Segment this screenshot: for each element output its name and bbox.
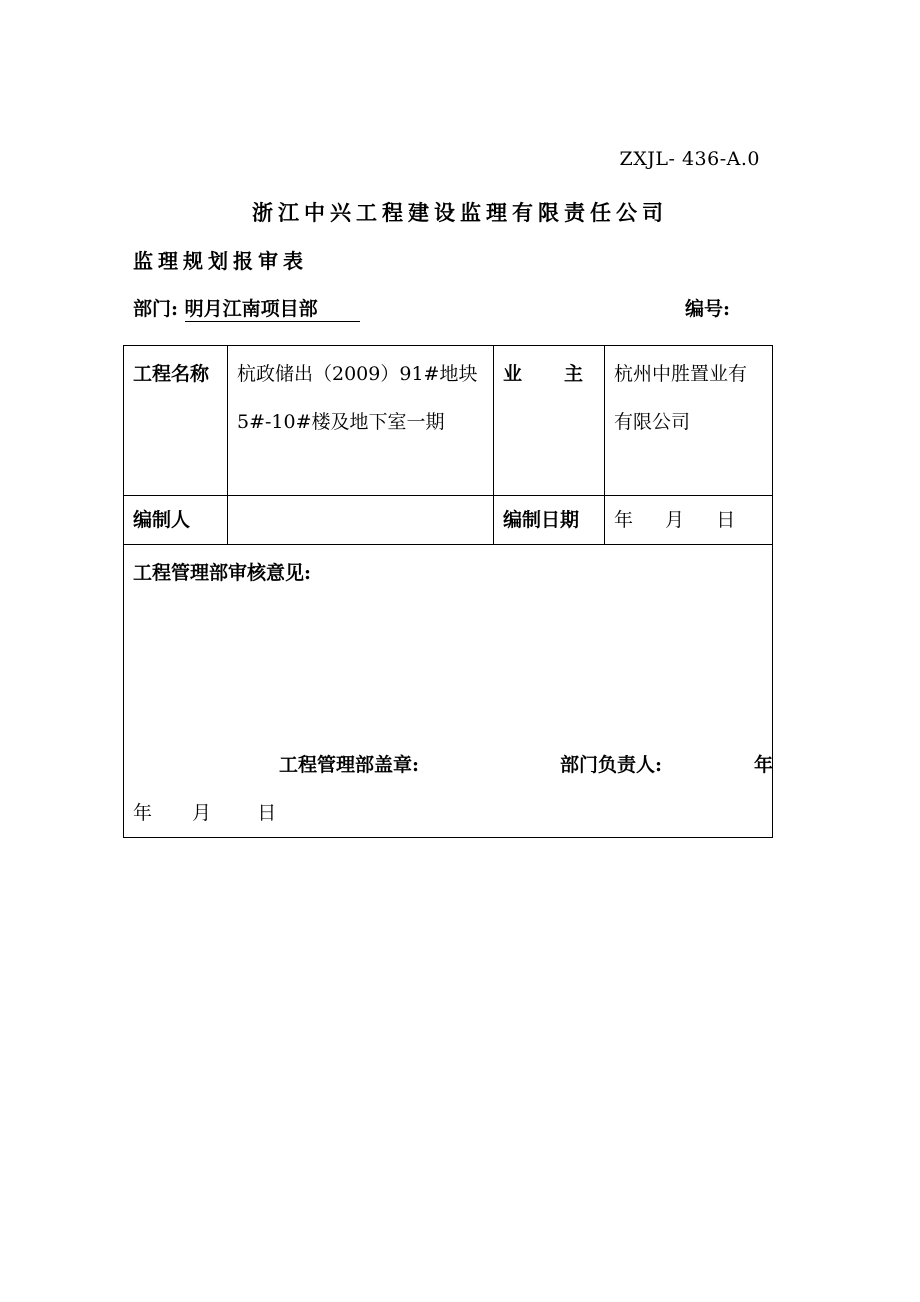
company-name: 浙江中兴工程建设监理有限责任公司 bbox=[252, 200, 668, 225]
approval-form-table bbox=[123, 345, 773, 838]
owner-label-char-1: 业 bbox=[503, 363, 523, 385]
sign-date-day: 日 bbox=[257, 802, 277, 824]
review-opinion-title: 工程管理部审核意见: bbox=[133, 562, 312, 584]
stamp-line bbox=[124, 741, 774, 789]
owner-label-char-2: 主 bbox=[564, 363, 584, 385]
sign-date-line bbox=[133, 789, 276, 837]
preparer-value bbox=[228, 496, 494, 545]
prep-date-year: 年 bbox=[614, 509, 634, 531]
document-code: ZXJL- 436-A.0 bbox=[619, 148, 760, 170]
form-title: 监理规划报审表 bbox=[133, 249, 308, 273]
owner-label bbox=[494, 346, 605, 496]
table-row bbox=[124, 545, 773, 838]
table-row bbox=[124, 346, 773, 496]
department-value: 明月江南项目部 bbox=[185, 297, 360, 322]
preparer-label: 编制人 bbox=[124, 496, 228, 545]
department-row bbox=[133, 294, 360, 322]
sign-date-year: 年 bbox=[133, 802, 153, 824]
stamp-label: 工程管理部盖章: bbox=[279, 754, 420, 776]
prep-date-day: 日 bbox=[716, 509, 736, 531]
review-opinion-cell bbox=[124, 545, 773, 838]
prep-date-label: 编制日期 bbox=[494, 496, 605, 545]
owner-value: 杭州中胜置业有有限公司 bbox=[605, 346, 773, 496]
serial-number-label: 编号: bbox=[685, 298, 731, 320]
stamp-year-label: 年 bbox=[754, 754, 774, 776]
department-label: 部门: bbox=[133, 298, 179, 320]
project-name-label: 工程名称 bbox=[124, 346, 228, 496]
prep-date-month: 月 bbox=[665, 509, 685, 531]
sign-date-month: 月 bbox=[192, 802, 212, 824]
table-row bbox=[124, 496, 773, 545]
project-name-value: 杭政储出（2009）91#地块 5#-10#楼及地下室一期 bbox=[228, 346, 494, 496]
responsible-person-label: 部门负责人: bbox=[560, 754, 663, 776]
prep-date-value bbox=[605, 496, 773, 545]
